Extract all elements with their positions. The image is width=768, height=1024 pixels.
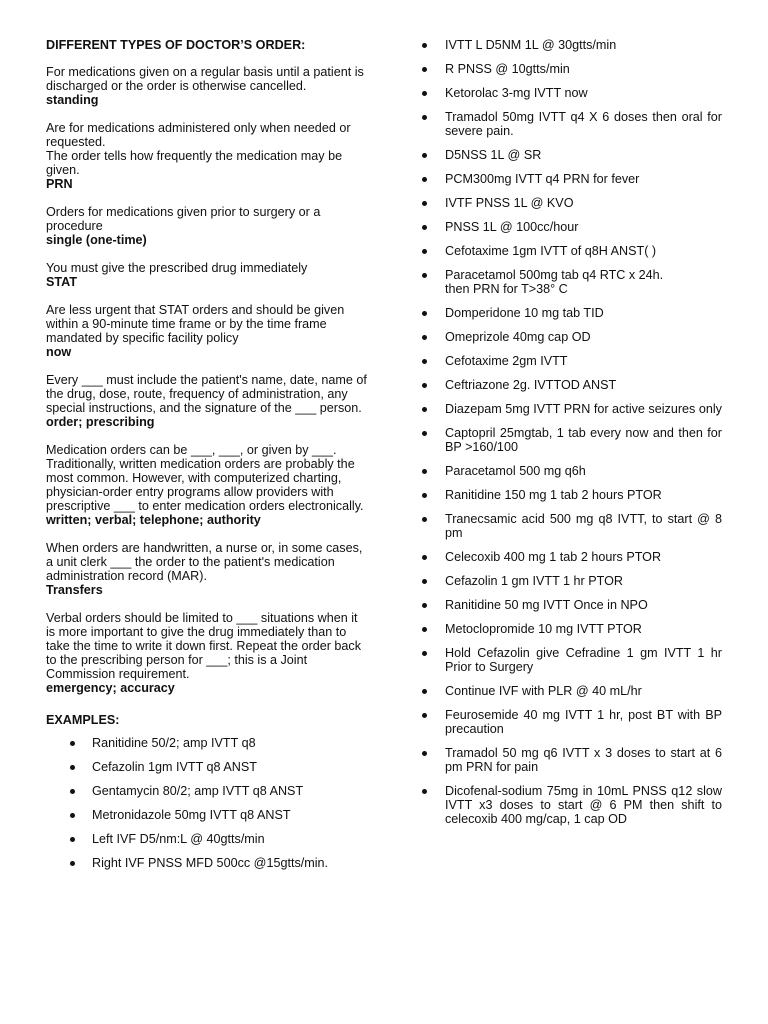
- list-item: [418, 574, 722, 588]
- list-item: [46, 808, 368, 822]
- definition-answer: single (one-time): [46, 233, 147, 247]
- bullet-icon: [422, 517, 427, 522]
- bullet-icon: [422, 383, 427, 388]
- bullet-icon: [422, 43, 427, 48]
- bullet-icon: [422, 67, 427, 72]
- list-item: [418, 244, 722, 258]
- list-item: [418, 110, 722, 138]
- list-item: [418, 172, 722, 186]
- bullet-icon: [70, 813, 75, 818]
- definition-text: For medications given on a regular basis until a patient is discharged or the order is otherwise cancelled.: [46, 65, 364, 93]
- bullet-icon: [70, 765, 75, 770]
- definition-answer: Transfers: [46, 583, 103, 597]
- definition-text: Verbal orders should be limited to ___ situations when it is more important to give the drug immediately than to take the time to write it down first. Repeat the order back to the prescribing person for ___; this is a Joint Commission requirement.: [46, 611, 361, 681]
- list-item-text: Metronidazole 50mg IVTT q8 ANST: [92, 808, 291, 822]
- bullet-icon: [422, 91, 427, 96]
- right-column: [418, 38, 722, 836]
- bullet-icon: [422, 115, 427, 120]
- list-item: [418, 746, 722, 774]
- list-item: [46, 784, 368, 798]
- list-item: [418, 488, 722, 502]
- list-item-text: Ranitidine 50 mg IVTT Once in NPO: [445, 598, 648, 612]
- bullet-icon: [422, 273, 427, 278]
- bullet-icon: [422, 603, 427, 608]
- list-item: [418, 512, 722, 540]
- bullet-icon: [70, 741, 75, 746]
- list-item-text: R PNSS @ 10gtts/min: [445, 62, 570, 76]
- list-item-text: D5NSS 1L @ SR: [445, 148, 542, 162]
- list-item: [46, 856, 368, 870]
- list-item-text: Cefotaxime 2gm IVTT: [445, 354, 568, 368]
- definition-entry: [46, 611, 368, 695]
- list-item-text: Cefazolin 1 gm IVTT 1 hr PTOR: [445, 574, 624, 588]
- list-item-text: Ranitidine 150 mg 1 tab 2 hours PTOR: [445, 488, 662, 502]
- bullet-icon: [422, 249, 427, 254]
- definition-entry: [46, 121, 368, 191]
- bullet-icon: [422, 153, 427, 158]
- list-item-text: Domperidone 10 mg tab TID: [445, 306, 604, 320]
- definition-text: You must give the prescribed drug immediately: [46, 261, 308, 275]
- list-item-text: Celecoxib 400 mg 1 tab 2 hours PTOR: [445, 550, 662, 564]
- bullet-icon: [422, 469, 427, 474]
- bullet-icon: [422, 177, 427, 182]
- bullet-icon: [422, 407, 427, 412]
- list-item-text: Diazepam 5mg IVTT PRN for active seizures only: [445, 402, 722, 416]
- bullet-icon: [422, 689, 427, 694]
- bullet-icon: [422, 335, 427, 340]
- definition-text: Are less urgent that STAT orders and should be given within a 90-minute time frame or by the time frame mandated by specific facility policy: [46, 303, 345, 345]
- list-item-text: Tranecsamic acid 500 mg q8 IVTT, to start @ 8 pm: [445, 512, 722, 540]
- list-item-text: PCM300mg IVTT q4 PRN for fever: [445, 172, 640, 186]
- bullet-icon: [422, 579, 427, 584]
- definition-answer: standing: [46, 93, 99, 107]
- list-item: [418, 306, 722, 320]
- list-item: [418, 598, 722, 612]
- bullet-icon: [422, 555, 427, 560]
- bullet-icon: [422, 201, 427, 206]
- list-item-text: Tramadol 50mg IVTT q4 X 6 doses then oral for severe pain.: [445, 110, 722, 138]
- definition-entry: [46, 373, 368, 429]
- examples-list-left: [46, 736, 368, 870]
- definition-answer: STAT: [46, 275, 78, 289]
- bullet-icon: [70, 861, 75, 866]
- list-item-text: Hold Cefazolin give Cefradine 1 gm IVTT 1 hr Prior to Surgery: [445, 646, 722, 674]
- definition-text: Are for medications administered only when needed or requested. The order tells how frequently the medication may be given.: [46, 121, 351, 177]
- list-item: [418, 220, 722, 234]
- bullet-icon: [70, 789, 75, 794]
- list-item-text: Left IVF D5/nm:L @ 40gtts/min: [92, 832, 265, 846]
- list-item-text: Tramadol 50 mg q6 IVTT x 3 doses to start at 6 pm PRN for pain: [445, 746, 722, 774]
- bullet-icon: [422, 627, 427, 632]
- bullet-icon: [422, 713, 427, 718]
- list-item-text: Cefotaxime 1gm IVTT of q8H ANST( ): [445, 244, 657, 258]
- definition-answer: order; prescribing: [46, 415, 155, 429]
- list-item-text: Cefazolin 1gm IVTT q8 ANST: [92, 760, 257, 774]
- list-item: [418, 330, 722, 344]
- list-item-text: Ceftriazone 2g. IVTTOD ANST: [445, 378, 617, 392]
- list-item: [418, 148, 722, 162]
- list-item: [418, 402, 722, 416]
- definition-text: When orders are handwritten, a nurse or, in some cases, a unit clerk ___ the order to the patient's medication administration record (MAR).: [46, 541, 363, 583]
- list-item: [418, 426, 722, 454]
- definition-text: Medication orders can be ___, ___, or given by ___. Traditionally, written medication orders are probably the most common. However, with computerized charting, physician-order entry programs allow providers with prescriptive ___ to enter medication orders electronically.: [46, 443, 364, 513]
- definition-answer: emergency; accuracy: [46, 681, 175, 695]
- bullet-icon: [422, 751, 427, 756]
- list-item: [418, 784, 722, 826]
- list-item-text: IVTF PNSS 1L @ KVO: [445, 196, 574, 210]
- definition-answer: now: [46, 345, 72, 359]
- definition-entry: [46, 205, 368, 247]
- bullet-icon: [422, 359, 427, 364]
- list-item: [418, 550, 722, 564]
- list-item-text: PNSS 1L @ 100cc/hour: [445, 220, 579, 234]
- list-item: [418, 354, 722, 368]
- list-item: [418, 62, 722, 76]
- list-item-text: Feurosemide 40 mg IVTT 1 hr, post BT with BP precaution: [445, 708, 722, 736]
- examples-list-right: [418, 38, 722, 826]
- list-item-text: Paracetamol 500mg tab q4 RTC x 24h. then PRN for T>38° C: [445, 268, 664, 296]
- bullet-icon: [422, 311, 427, 316]
- bullet-icon: [70, 837, 75, 842]
- list-item: [418, 38, 722, 52]
- definition-text: Orders for medications given prior to surgery or a procedure: [46, 205, 321, 233]
- list-item: [418, 464, 722, 478]
- list-item-text: Gentamycin 80/2; amp IVTT q8 ANST: [92, 784, 304, 798]
- list-item-text: Paracetamol 500 mg q6h: [445, 464, 586, 478]
- definition-entry: [46, 65, 368, 107]
- list-item: [418, 646, 722, 674]
- list-item: [418, 684, 722, 698]
- left-column: [46, 38, 368, 880]
- list-item: [46, 760, 368, 774]
- bullet-icon: [422, 431, 427, 436]
- list-item-text: Ranitidine 50/2; amp IVTT q8: [92, 736, 256, 750]
- list-item: [418, 378, 722, 392]
- bullet-icon: [422, 493, 427, 498]
- definition-entry: [46, 303, 368, 359]
- list-item: [46, 832, 368, 846]
- bullet-icon: [422, 225, 427, 230]
- list-item-text: Right IVF PNSS MFD 500cc @15gtts/min.: [92, 856, 329, 870]
- list-item: [418, 196, 722, 210]
- definition-answer: PRN: [46, 177, 73, 191]
- definition-entry: [46, 541, 368, 597]
- list-item: [418, 86, 722, 100]
- definition-entry: [46, 443, 368, 527]
- list-item-text: Omeprizole 40mg cap OD: [445, 330, 591, 344]
- definition-entry: [46, 261, 368, 289]
- list-item-text: Dicofenal-sodium 75mg in 10mL PNSS q12 slow IVTT x3 doses to start @ 6 PM then shift to celecoxib 400 mg/cap, 1 cap OD: [445, 784, 722, 826]
- list-item-text: Captopril 25mgtab, 1 tab every now and then for BP >160/100: [445, 426, 722, 454]
- bullet-icon: [422, 789, 427, 794]
- list-item: [418, 708, 722, 736]
- document-title: DIFFERENT TYPES OF DOCTOR’S ORDER:: [46, 38, 306, 52]
- examples-heading: EXAMPLES:: [46, 713, 120, 727]
- list-item: [418, 268, 722, 296]
- definition-answer: written; verbal; telephone; authority: [46, 513, 261, 527]
- list-item: [46, 736, 368, 750]
- list-item-text: Ketorolac 3-mg IVTT now: [445, 86, 588, 100]
- list-item-text: Metoclopromide 10 mg IVTT PTOR: [445, 622, 642, 636]
- bullet-icon: [422, 651, 427, 656]
- definition-text: Every ___ must include the patient's name, date, name of the drug, dose, route, frequency of administration, any special instructions, and the signature of the ___ person.: [46, 373, 367, 415]
- definitions-list: [46, 65, 368, 695]
- list-item-text: Continue IVF with PLR @ 40 mL/hr: [445, 684, 642, 698]
- list-item: [418, 622, 722, 636]
- list-item-text: IVTT L D5NM 1L @ 30gtts/min: [445, 38, 617, 52]
